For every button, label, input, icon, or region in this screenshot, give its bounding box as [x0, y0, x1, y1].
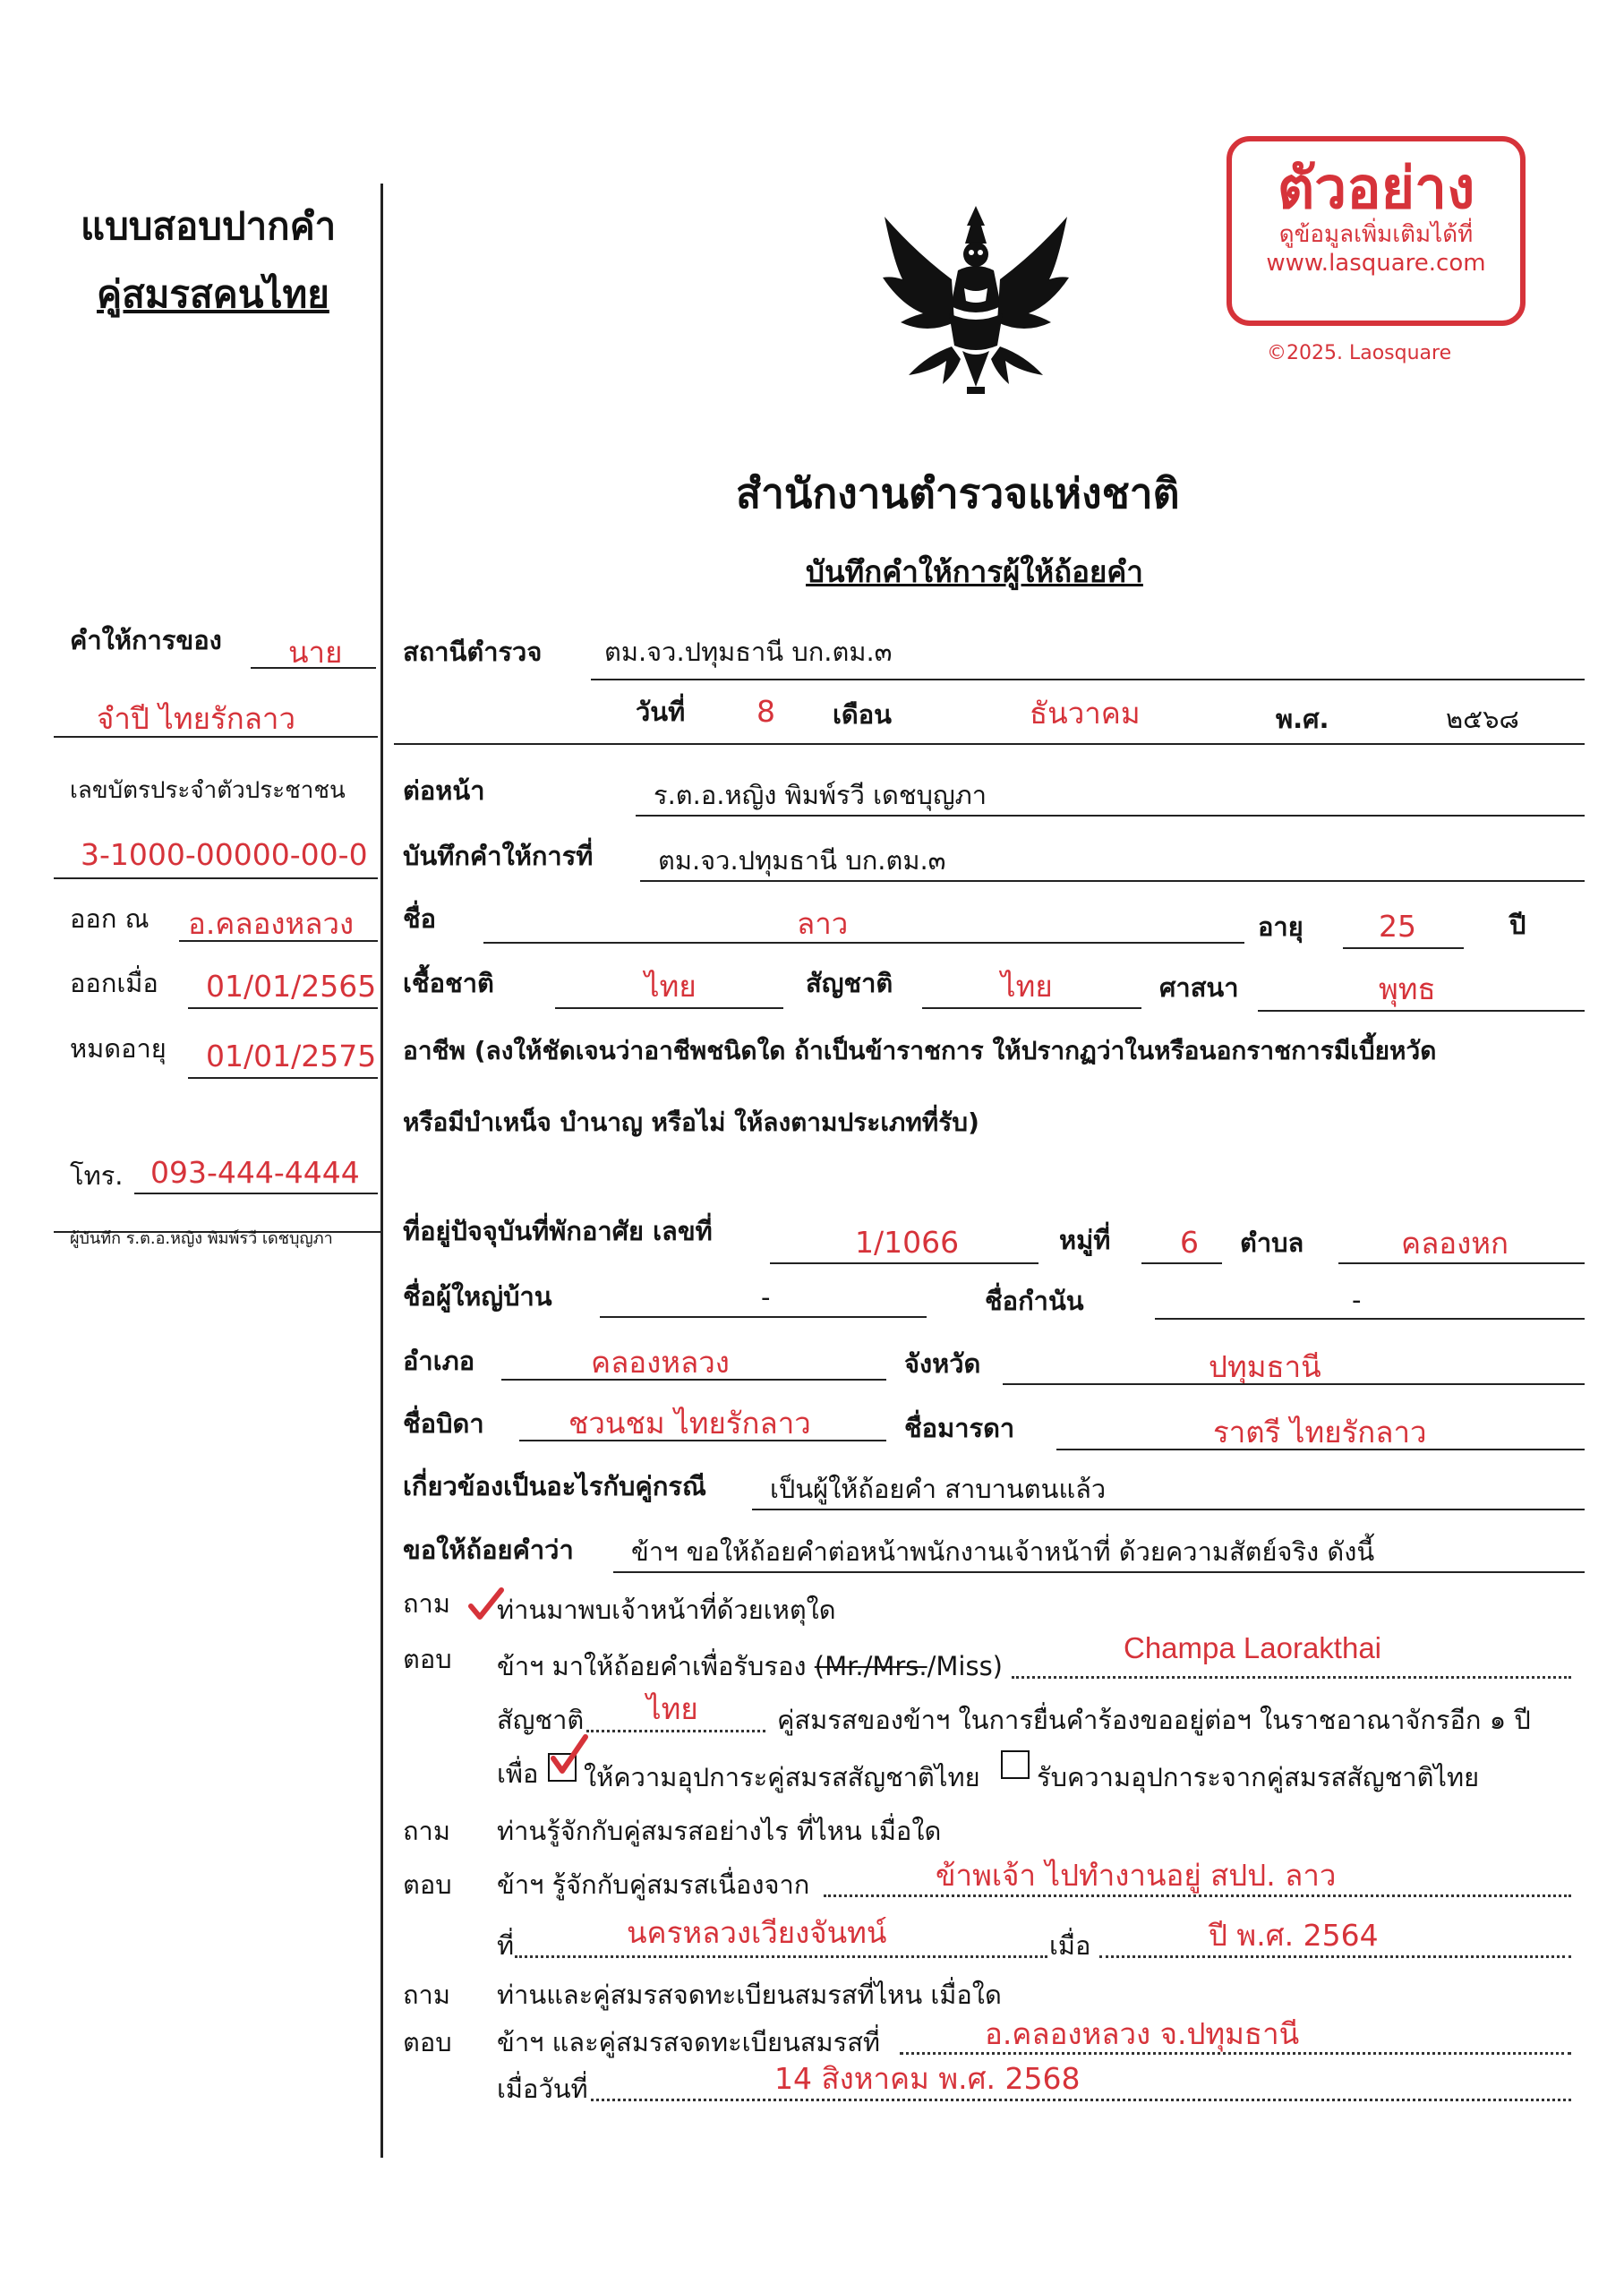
- issued-at-label: ออก ณ: [70, 903, 150, 934]
- answer-2-when: ปี พ.ศ. 2564: [1209, 1918, 1379, 1953]
- religion-value: พุทธ: [1379, 971, 1436, 1006]
- phone-label: โทร.: [70, 1160, 124, 1191]
- answer-2-place: นครหลวงเวียงจันทน์: [627, 1915, 887, 1950]
- answer-label: ตอบ: [403, 1644, 452, 1674]
- religion-label: ศาสนา: [1159, 972, 1239, 1003]
- mother-value: ราตรี ไทยรักลาว: [1213, 1415, 1427, 1450]
- statement-value: ข้าฯ ขอให้ถ้อยคำต่อหน้าพนักงานเจ้าหน้าที่ ด้วยความสัตย์จริง ดังนี้: [631, 1536, 1375, 1567]
- issued-on: 01/01/2565: [206, 969, 377, 1004]
- struck-titles: (Mr./Mrs.: [814, 1651, 927, 1681]
- form-title: แบบสอบปากคำ: [81, 204, 337, 248]
- stamp-copyright: ©2025. Laosquare: [1267, 342, 1452, 364]
- receive-support-checkbox[interactable]: [1001, 1750, 1030, 1779]
- moo-label: หมู่ที่: [1059, 1225, 1111, 1255]
- purpose-label: เพื่อ: [497, 1758, 539, 1789]
- statement-of-label: คำให้การของ: [70, 625, 222, 655]
- tambon-value: คลองหก: [1401, 1226, 1509, 1261]
- answer-3-prefix: ข้าฯ และคู่สมรสจดทะเบียนสมรสที่: [497, 2027, 881, 2057]
- answer-3-place: อ.คลองหลวง จ.ปทุมธานี: [985, 2016, 1300, 2051]
- age-value: 25: [1379, 909, 1416, 944]
- spouse-nationality-label: สัญชาติ: [497, 1705, 585, 1735]
- question-label: ถาม: [403, 1588, 450, 1619]
- issued-at: อ.คลองหลวง: [188, 906, 355, 941]
- expiry: 01/01/2575: [206, 1039, 377, 1073]
- miss-title: /Miss): [927, 1651, 1003, 1681]
- recorded-at-label: บันทึกคำให้การที่: [403, 841, 594, 871]
- answer-2-place-label: ที่: [497, 1930, 515, 1961]
- relation-value: เป็นผู้ให้ถ้อยคำ สาบานตนแล้ว: [770, 1474, 1107, 1504]
- day-value: 8: [756, 694, 775, 729]
- answer-label: ตอบ: [403, 1869, 452, 1900]
- station-value: ตม.จว.ปทุมธานี บก.ตม.๓: [604, 637, 893, 667]
- answer-1-prefix: ข้าฯ มาให้ถ้อยคำเพื่อรับรอง (Mr./Mrs./Miss): [497, 1651, 1003, 1681]
- village-head-label: ชื่อผู้ใหญ่บ้าน: [403, 1281, 552, 1312]
- stamp-line-1: ดูข้อมูลเพิ่มเติมได้ที่: [1278, 221, 1474, 248]
- issued-on-label: ออกเมื่อ: [70, 968, 158, 998]
- agency-title: สำนักงานตำรวจแห่งชาติ: [736, 469, 1180, 517]
- relation-label: เกี่ยวข้องเป็นอะไรกับคู่กรณี: [403, 1471, 706, 1501]
- amphoe-label: อำเภอ: [403, 1346, 475, 1376]
- spouse-name: Champa Laorakthai: [1124, 1631, 1382, 1664]
- question-2: ท่านรู้จักกับคู่สมรสอย่างไร ที่ไหน เมื่อใด: [497, 1816, 942, 1846]
- recorded-at-value: ตม.จว.ปทุมธานี บก.ตม.๓: [658, 845, 946, 876]
- day-label: วันที่: [636, 697, 686, 727]
- left-column-divider: [380, 184, 383, 2158]
- nationality-value: ไทย: [1001, 969, 1053, 1004]
- sample-watermark-stamp: [1227, 136, 1526, 326]
- stamp-title: ตัวอย่าง: [1277, 156, 1475, 222]
- province-value: ปทุมธานี: [1209, 1349, 1321, 1384]
- name-label: ชื่อ: [403, 903, 437, 934]
- village-head-value: -: [761, 1282, 771, 1313]
- answer-3-date-label: เมื่อวันที่: [497, 2074, 588, 2104]
- address-label: ที่อยู่ปัจจุบันที่พักอาศัย เลขที่: [403, 1216, 713, 1246]
- month-value: ธันวาคม: [1030, 696, 1141, 731]
- station-label: สถานีตำรวจ: [403, 637, 543, 667]
- year-value: ๒๕๖๘: [1446, 704, 1519, 734]
- tambon-label: ตำบล: [1240, 1227, 1304, 1258]
- id-card-label: เลขบัตรประจำตัวประชาชน: [70, 777, 346, 804]
- question-3: ท่านและคู่สมรสจดทะเบียนสมรสที่ไหน เมื่อใด: [497, 1980, 1002, 2010]
- question-label: ถาม: [403, 1980, 450, 2010]
- answer-label: ตอบ: [403, 2027, 452, 2057]
- kamnan-value: -: [1352, 1285, 1362, 1315]
- province-label: จังหวัด: [904, 1348, 981, 1379]
- age-unit: ปี: [1509, 910, 1526, 940]
- mother-label: ชื่อมารดา: [904, 1413, 1015, 1443]
- id-number: 3-1000-00000-00-0: [81, 837, 368, 872]
- garuda-emblem: [864, 199, 1088, 400]
- option-support-label: ให้ความอุปการะคู่สมรสสัญชาติไทย: [584, 1762, 980, 1792]
- phone: 093-444-4444: [150, 1155, 360, 1190]
- expiry-label: หมดอายุ: [70, 1033, 167, 1064]
- month-label: เดือน: [833, 699, 892, 730]
- answer-3-date: 14 สิงหาคม พ.ศ. 2568: [774, 2061, 1081, 2096]
- occupation-line-2: หรือมีบำเหน็จ บำนาญ หรือไม่ ให้ลงตามประเภทที่รับ): [403, 1108, 979, 1137]
- title-prefix: นาย: [288, 635, 343, 670]
- nationality-label: สัญชาติ: [806, 968, 893, 998]
- recorder-name: ผู้บันทึก ร.ต.อ.หญิง พิมพ์รวี เดชบุญภา: [70, 1229, 333, 1248]
- before-value: ร.ต.อ.หญิง พิมพ์รวี เดชบุญภา: [654, 780, 987, 810]
- age-label: อายุ: [1258, 911, 1303, 942]
- house-number: 1/1066: [855, 1225, 960, 1260]
- form-subtitle: คู่สมรสคนไทย: [97, 272, 329, 316]
- occupation-line-1: อาชีพ (ลงให้ชัดเจนว่าอาชีพชนิดใด ถ้าเป็นข้าราชการ ให้ปรากฏว่าในหรือนอกราชการมีเบี้ยหวัด: [403, 1036, 1437, 1065]
- spouse-nationality: ไทย: [646, 1691, 698, 1726]
- statement-label: ขอให้ถ้อยคำว่า: [403, 1535, 574, 1565]
- stamp-line-2: www.lasquare.com: [1266, 250, 1486, 277]
- father-value: ชวนชม ไทยรักลาว: [568, 1406, 811, 1441]
- race-label: เชื้อชาติ: [403, 968, 494, 998]
- before-label: ต่อหน้า: [403, 775, 485, 806]
- answer-2-when-label: เมื่อ: [1049, 1930, 1091, 1961]
- answer-1-rest: คู่สมรสของข้าฯ ในการยื่นคำร้องขออยู่ต่อฯ ในราชอาณาจักรอีก ๑ ปี: [777, 1705, 1531, 1735]
- answer-2-reason: ข้าพเจ้า ไปทำงานอยู่ สปป. ลาว: [936, 1858, 1337, 1893]
- name-value: ลาว: [797, 906, 849, 941]
- question-1: ท่านมาพบเจ้าหน้าที่ด้วยเหตุใด: [497, 1595, 836, 1625]
- amphoe-value: คลองหลวง: [591, 1345, 730, 1380]
- race-value: ไทย: [645, 969, 697, 1004]
- full-name: จำปี ไทยรักลาว: [97, 701, 295, 736]
- answer-2-prefix: ข้าฯ รู้จักกับคู่สมรสเนื่องจาก: [497, 1869, 810, 1900]
- question-label: ถาม: [403, 1816, 450, 1846]
- option-receive-label: รับความอุปการะจากคู่สมรสสัญชาติไทย: [1037, 1762, 1480, 1792]
- moo-value: 6: [1180, 1225, 1199, 1260]
- year-label: พ.ศ.: [1276, 704, 1329, 734]
- record-title: บันทึกคำให้การผู้ให้ถ้อยคำ: [806, 554, 1143, 589]
- father-label: ชื่อบิดา: [403, 1408, 484, 1439]
- kamnan-label: ชื่อกำนัน: [985, 1286, 1084, 1316]
